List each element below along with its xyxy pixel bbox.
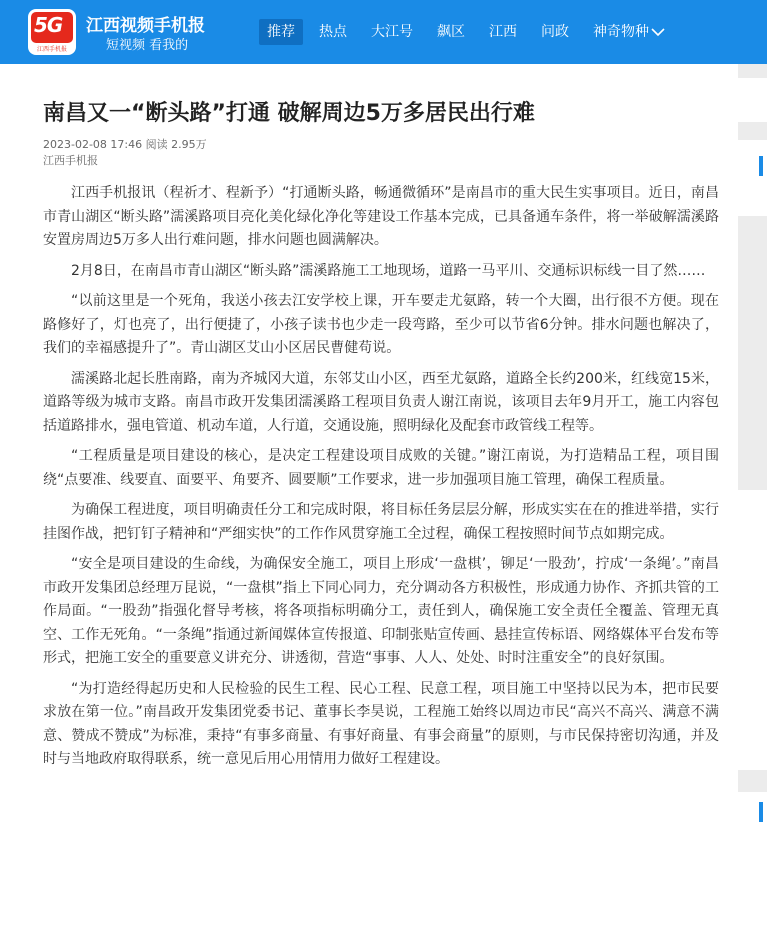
article-body [43,182,719,779]
paragraph: “安全是项目建设的生命线，为确保安全施工，项目上形成‘一盘棋’，铆足‘一股劲’，拧成‘一条绳’。”南昌市政开发集团总经理万昆说，“一盘棋”指上下同心同力，充分调动各方积极性，形成通力协作、齐抓共管的工作局面。“一股劲”指强化督导考核，将各项指标明确分工，责任到人，确保施工安全责任全覆盖、管理无真空、工作无死角。“一条绳”指通过新闻媒体宣传报道、印制张贴宣传画、悬挂宣传标语、网络媒体平台发布等形式，把施工安全的重要意义讲充分、讲透彻，营造“事事、人人、处处、时时注重安全”的良好氛围。 [43,556,719,666]
paragraph: “工程质量是项目建设的核心，是决定工程建设项目成败的关键。”谢江南说，为打造精品工程，项目围绕“点要准、线要直、面要平、角要齐、圆要顺”工作要求，进一步加强项目施工管理，确保工程质量。 [43,448,719,488]
nav-item-biaoqu[interactable]: 飙区 [437,24,465,40]
logo-mark: 5G [34,13,63,37]
paragraph: 濡溪路北起长胜南路，南为齐城冈大道，东邻艾山小区，西至尤氨路，道路全长约200米，红线宽15米，道路等级为城市支路。南昌市政开发集团濡溪路工程项目负责人谢江南说，该项目去年9月开工，施工内容包括道路排水，强电管道、机动车道，人行道，交通设施，照明绿化及配套市政管线工程等。 [43,370,719,434]
site-brand[interactable]: 江西视频手机报 [86,16,205,36]
sidebar-card[interactable] [733,490,767,770]
paragraph: “以前这里是一个死角，我送小孩去江安学校上课，开车要走尤氨路，转一个大圈，出行很不方便。现在路修好了，灯也亮了，出行便捷了，小孩子读书也少走一段弯路，至少可以节省6分钟。排水问题也解决了，我们的幸福感提升了”。青山湖区艾山小区居民曹健苟说。 [43,293,719,356]
paragraph: 江西手机报讯（程祈才、程新予）“打通断头路，畅通微循环”是南昌市的重大民生实事项目。近日，南昌市青山湖区“断头路”濡溪路项目亮化美化绿化净化等建设工作基本完成，已具备通车条件，将一举破解濡溪路安置房周边5万多人出行难问题，排水问题也圆满解决。 [43,185,719,248]
nav-item-recommend[interactable]: 推荐 [259,19,303,45]
sidebar-card[interactable] [733,140,767,216]
app-logo[interactable] [28,9,76,55]
chevron-down-icon[interactable] [650,24,666,40]
paragraph: 2月8日，在南昌市青山湖区“断头路”濡溪路施工工地现场，道路一马平川、交通标识标线一目了然…… [71,262,706,279]
main-nav [259,19,665,45]
article-meta: 2023-02-08 17:46 阅读 2.95万 [43,138,207,151]
nav-item-wenzheng[interactable]: 问政 [541,24,569,40]
article-title: 南昌又一“断头路”打通 破解周边5万多居民出行难 [43,101,535,126]
nav-item-hot[interactable]: 热点 [319,24,347,40]
nav-item-dajianghao[interactable]: 大江号 [371,24,413,40]
paragraph: 为确保工程进度，项目明确责任分工和完成时限，将目标任务层层分解，形成实实在在的推进举措，实行挂图作战，把钉钉子精神和“严细实快”的工作作风贯穿施工全过程，确保工程按照时间节点如期完成。 [43,502,719,542]
nav-item-species[interactable]: 神奇物种 [593,24,649,40]
article-panel [0,64,738,942]
article-source[interactable]: 江西手机报 [43,154,98,167]
top-header [0,0,767,64]
site-slogan: 短视频 看我的 [106,38,189,53]
sidebar-card[interactable] [733,78,767,122]
nav-item-jiangxi[interactable]: 江西 [489,24,517,40]
sidebar-card[interactable] [733,792,767,942]
logo-subtext: 江西手机报 [36,46,67,53]
paragraph: “为打造经得起历史和人民检验的民生工程、民心工程、民意工程，项目施工中坚持以民为本，把市民要求放在第一位。”南昌政开发集团党委书记、董事长李昊说，工程施工始终以周边市民“高兴不高兴、满意不满意、赞成不赞成”为标准，秉持“有事多商量、有事好商量、有事会商量”的原则，与市民保持密切沟通，并及时与当地政府取得联系，统一意见后用心用情用力做好工程建设。 [43,680,719,767]
